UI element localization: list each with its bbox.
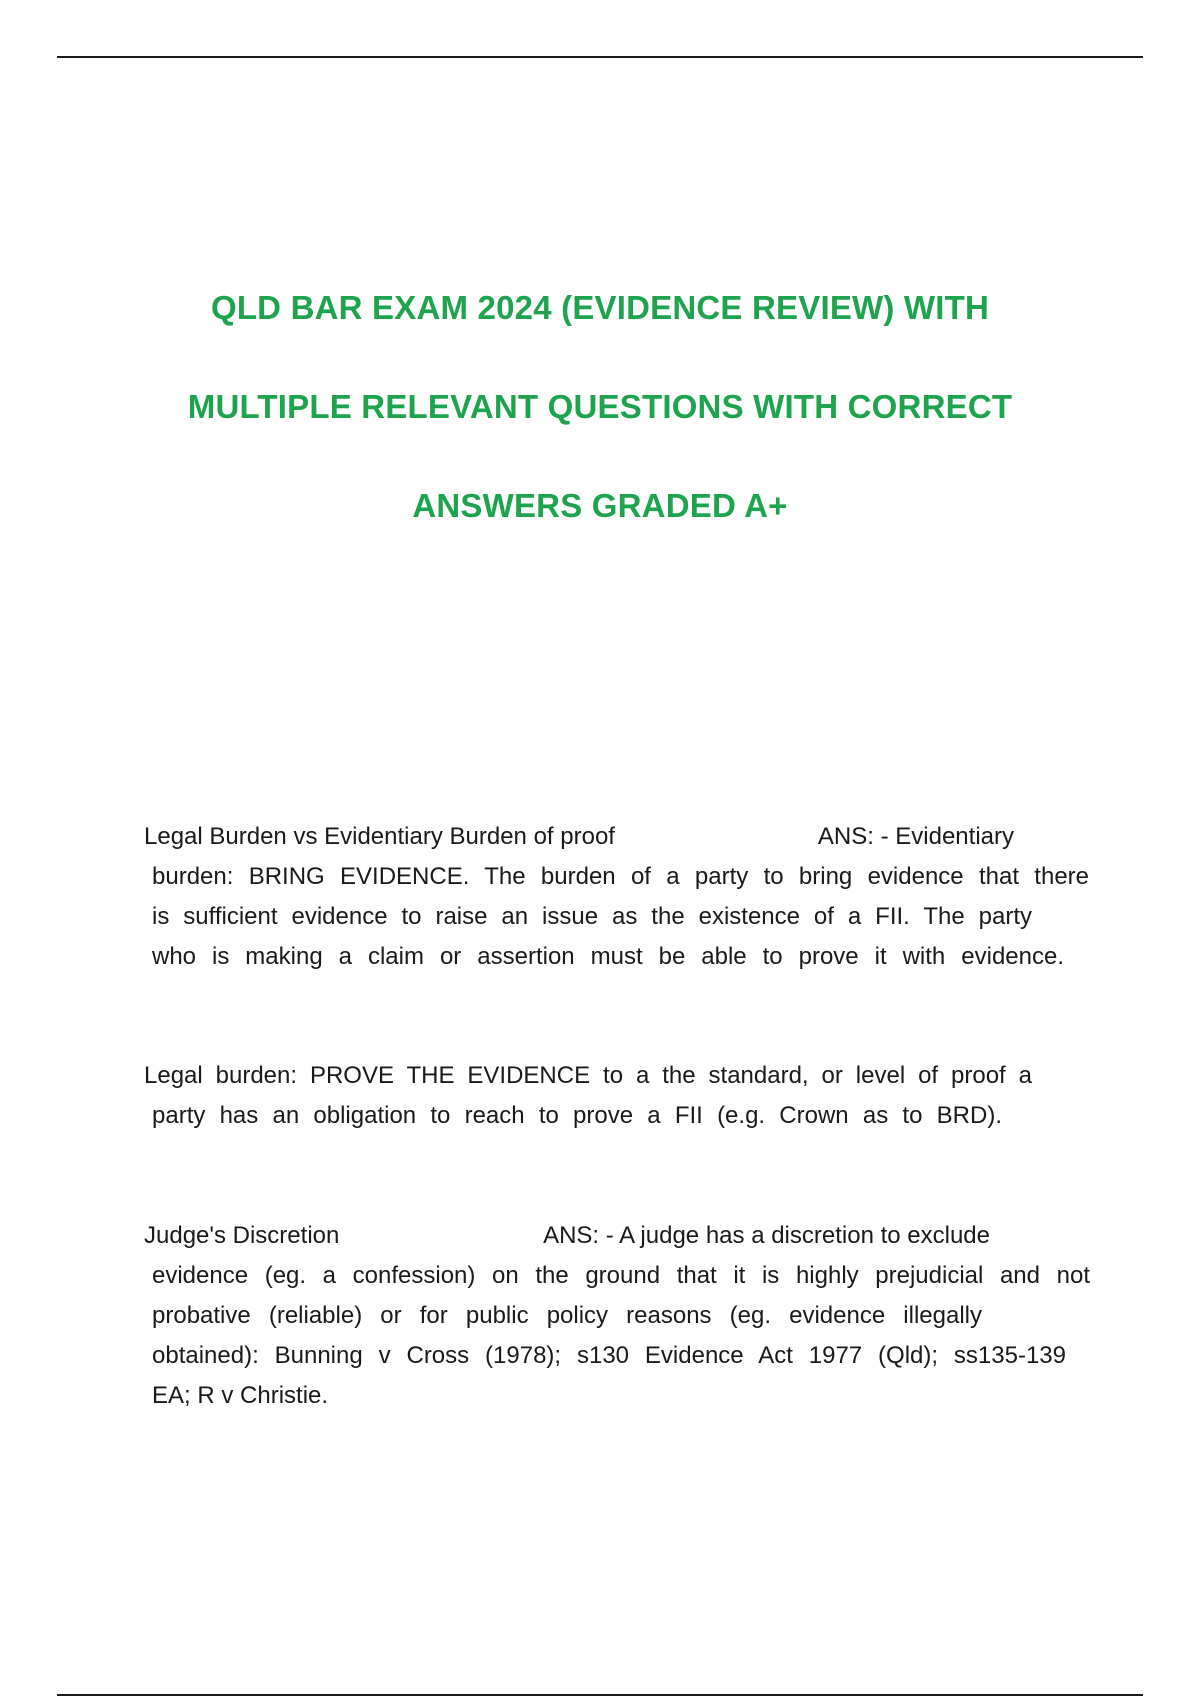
paragraph-line: party has an obligation to reach to prove a FII (e.g. Crown as to BRD). xyxy=(152,1102,1002,1129)
footer-rule xyxy=(57,1694,1143,1696)
answer-line: who is making a claim or assertion must be able to prove it with evidence. xyxy=(152,943,1064,970)
document-title xyxy=(100,258,1100,555)
paragraph-line: Legal burden: PROVE THE EVIDENCE to a the standard, or level of proof a xyxy=(144,1062,1032,1089)
qa-entry-judges-discretion xyxy=(144,1216,1089,1416)
answer-line: probative (reliable) or for public policy reasons (eg. evidence illegally xyxy=(152,1302,982,1329)
answer-lead: ANS: - Evidentiary xyxy=(817,823,1014,850)
question-text: Judge's Discretion xyxy=(144,1222,340,1249)
question-row xyxy=(144,817,1014,857)
answer-lead: ANS: - A judge has a discretion to exclude xyxy=(543,1222,990,1249)
qa-entry-legal-burden-definition xyxy=(144,1056,1089,1136)
title-line-1: QLD BAR EXAM 2024 (EVIDENCE REVIEW) WITH xyxy=(210,289,990,326)
answer-line: burden: BRING EVIDENCE. The burden of a party to bring evidence that there xyxy=(152,863,1089,890)
qa-entry-legal-burden xyxy=(144,817,1089,977)
answer-line: EA; R v Christie. xyxy=(152,1382,329,1409)
title-line-3: ANSWERS GRADED A+ xyxy=(412,487,788,524)
question-row xyxy=(144,1216,990,1256)
answer-line: evidence (eg. a confession) on the ground that it is highly prejudicial and not xyxy=(152,1262,1090,1289)
answer-line: obtained): Bunning v Cross (1978); s130 Evidence Act 1977 (Qld); ss135-139 xyxy=(152,1342,1066,1369)
answer-line: is sufficient evidence to raise an issue as the existence of a FII. The party xyxy=(152,903,1032,930)
question-text: Legal Burden vs Evidentiary Burden of proof xyxy=(144,823,615,850)
header-rule xyxy=(57,56,1143,58)
title-line-2: MULTIPLE RELEVANT QUESTIONS WITH CORRECT xyxy=(187,388,1013,425)
